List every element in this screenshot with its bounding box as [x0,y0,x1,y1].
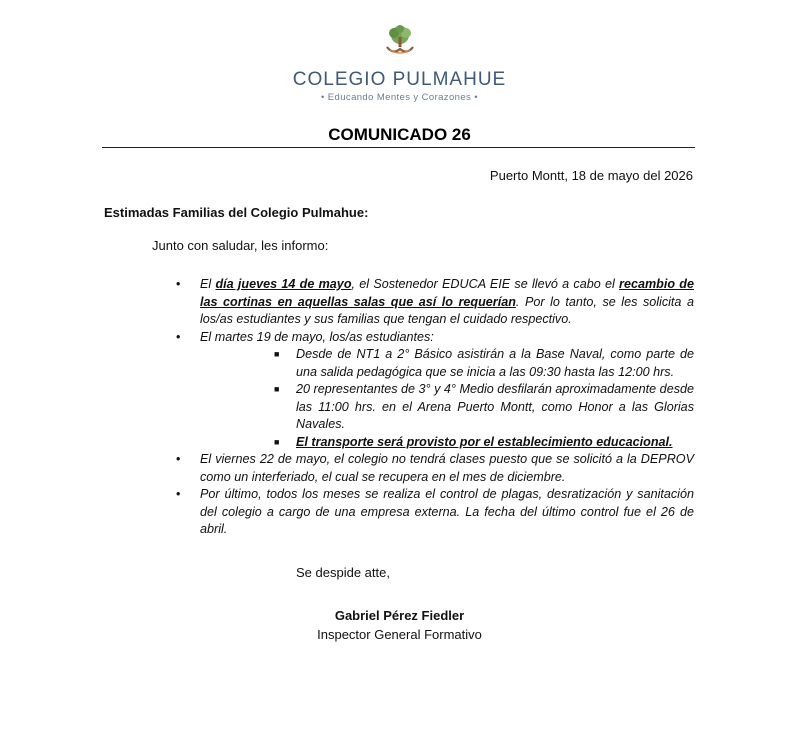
tree-logo-icon [383,25,417,57]
date-line: Puerto Montt, 18 de mayo del 2026 [489,168,693,183]
square-bullet-icon: ■ [274,436,280,447]
signer-role: Inspector General Formativo [317,627,482,642]
list-item: • El viernes 22 de mayo, el colegio no tendrá clases puesto que se solicitó a la DEPROV como un interferiado, el cual se recupera en el mes de diciembre. [176,452,694,484]
list-item: • El martes 19 de mayo, los/as estudiantes: [200,329,694,347]
title-divider [102,147,695,148]
announcement-list [176,276,694,539]
highlight-date: día jueves 14 de mayo [215,277,352,291]
bullet-icon: • [176,452,181,466]
highlight-curtains: recambio de las cortinas en aquellas salas que así lo requerían [200,277,694,309]
square-bullet-icon: ■ [274,384,280,394]
school-name: COLEGIO PULMAHUE [292,69,507,90]
document-title: COMUNICADO 26 [328,125,471,144]
bullet-icon: • [176,329,181,344]
school-tagline: • Educando Mentes y Corazones • [321,92,478,103]
intro-text: Junto con saludar, les informo: [152,238,329,253]
bullet-icon: • [176,487,181,501]
list-item: • Por último, todos los meses se realiza el control de plagas, desratización y sanitación del colegio a cargo de una empresa externa. La fecha del último control fue el 26 de abril. [176,487,694,536]
sub-list-item: ■ Desde de NT1 a 2° Básico asistirán a la Base Naval, como parte de una salida pedagógica que se inicia a las 09:30 hasta las 12:00 hrs. [274,347,694,379]
signer-name: Gabriel Pérez Fiedler [334,608,465,623]
square-bullet-icon: ■ [274,349,280,359]
sub-list-item: ■ 20 representantes de 3° y 4° Medio desfilarán aproximadamente desde las 11:00 hrs. en el Arena Puerto Montt, como Honor a las Glorias Navales. [274,382,694,431]
sub-list [274,346,694,451]
bullet-icon: • [176,277,181,291]
list-item: • El día jueves 14 de mayo, el Sostenedor EDUCA EIE se llevó a cabo el recambio de las cortinas en aquellas salas que así lo requerían. Por lo tanto, se les solicita a los/as estudiantes y sus familias que tengan el cuidado respectivo. [176,277,694,326]
sub-list-item: ■ El transporte será provisto por el establecimiento educacional. [296,434,694,452]
closing-line: Se despide atte, [296,565,390,580]
greeting: Estimadas Familias del Colegio Pulmahue: [104,205,369,220]
